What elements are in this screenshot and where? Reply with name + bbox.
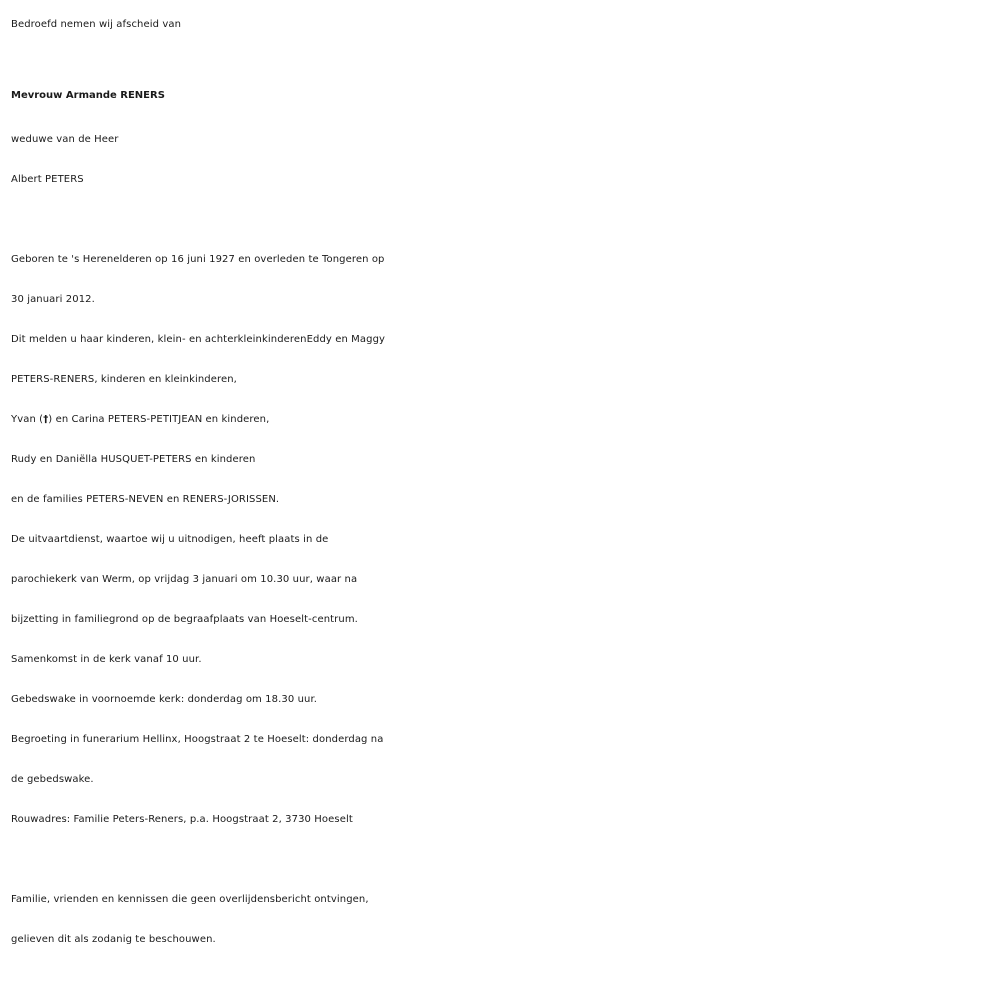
birth-death-line-1: Geboren te 's Herenelderen op 16 juni 1927 en overleden te Tongeren op — [11, 254, 385, 265]
wake-line: Gebedswake in voornoemde kerk: donderdag om 18.30 uur. — [11, 694, 318, 705]
cross-icon: † — [43, 414, 49, 425]
greeting-line-2: de gebedswake. — [11, 774, 94, 785]
family-line-3-start: Yvan ( — [11, 414, 44, 425]
obituary-notice — [11, 0, 996, 960]
family-line-3-end: ) en Carina PETERS-PETITJEAN en kinderen, — [48, 414, 270, 425]
spacer — [11, 200, 996, 240]
funeral-line-2: parochiekerk van Werm, op vrijdag 3 januari om 10.30 uur, waar na — [11, 574, 358, 585]
family-line-4: Rudy en Daniëlla HUSQUET-PETERS en kinderen — [11, 454, 256, 465]
family-line-2: PETERS-RENERS, kinderen en kleinkinderen, — [11, 374, 237, 385]
mourning-address: Rouwadres: Familie Peters-Reners, p.a. Hoogstraat 2, 3730 Hoeselt — [11, 814, 353, 825]
relation-line-2: Albert PETERS — [11, 174, 84, 185]
birth-death-line-2: 30 januari 2012. — [11, 294, 95, 305]
intro-text: Bedroefd nemen wij afscheid van — [11, 19, 182, 30]
spacer — [11, 840, 996, 880]
relation-line-1: weduwe van de Heer — [11, 134, 119, 145]
closing-line-1: Familie, vrienden en kennissen die geen overlijdensbericht ontvingen, — [11, 894, 369, 905]
family-line-1: Dit melden u haar kinderen, klein- en achterkleinkinderenEddy en Maggy — [11, 334, 386, 345]
gathering-line: Samenkomst in de kerk vanaf 10 uur. — [11, 654, 202, 665]
funeral-line-3: bijzetting in familiegrond op de begraafplaats van Hoeselt-centrum. — [11, 614, 358, 625]
family-line-3 — [11, 400, 996, 440]
family-line-5: en de families PETERS-NEVEN en RENERS-JORISSEN. — [11, 494, 280, 505]
deceased-name: Mevrouw Armande RENERS — [11, 90, 165, 101]
funeral-line-1: De uitvaartdienst, waartoe wij u uitnodigen, heeft plaats in de — [11, 534, 329, 545]
closing-line-2: gelieven dit als zodanig te beschouwen. — [11, 934, 216, 945]
greeting-line-1: Begroeting in funerarium Hellinx, Hoogstraat 2 te Hoeselt: donderdag na — [11, 734, 384, 745]
